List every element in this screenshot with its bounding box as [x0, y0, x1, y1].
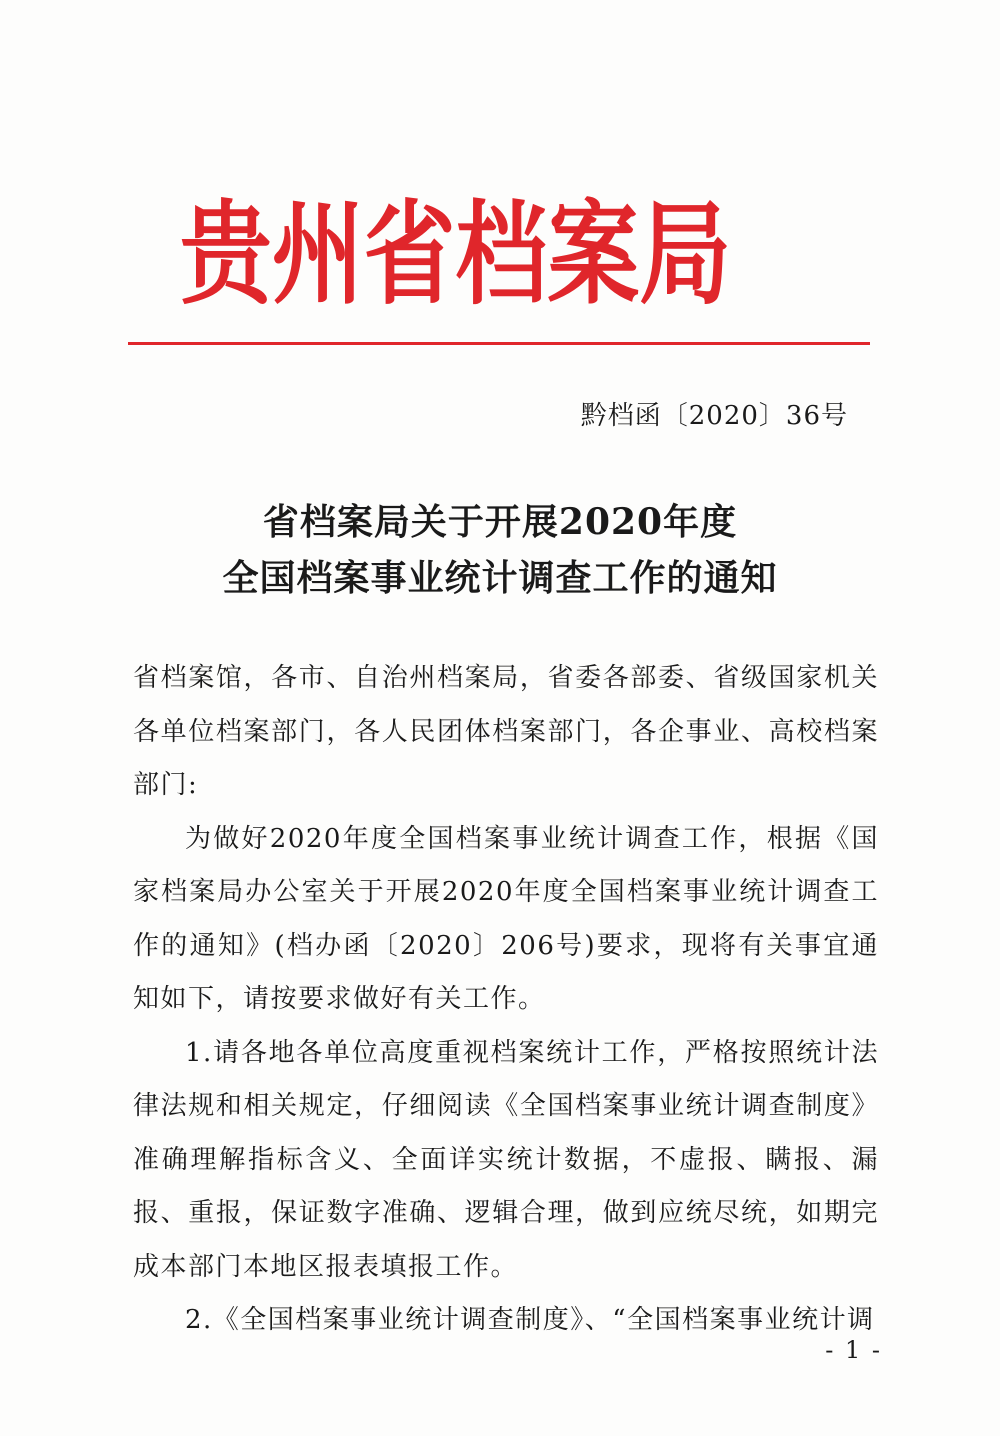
body-paragraph: 1.请各地各单位高度重视档案统计工作，严格按照统计法律法规和相关规定，仔细阅读《全国档案事业统计调查制度》准确理解指标含义、全面详实统计数据，不虚报、瞒报、漏报、重报，保证数字准确、逻辑合理，做到应统尽统，如期完成本部门本地区报表填报工作。	[133, 1037, 879, 1282]
masthead-title	[180, 180, 732, 330]
body-paragraph: 2.《全国档案事业统计调查制度》、“全国档案事业统计调	[185, 1305, 875, 1335]
masthead-char: 档	[455, 190, 548, 320]
red-divider-line	[128, 342, 870, 345]
document-number: 黔档函〔2020〕36号	[580, 401, 848, 431]
masthead-char: 州	[271, 190, 364, 320]
document-body	[133, 652, 879, 1348]
title-line-1: 省档案局关于开展2020年度	[262, 501, 738, 543]
document-title	[0, 494, 1000, 606]
body-paragraph: 为做好2020年度全国档案事业统计调查工作，根据《国家档案局办公室关于开展2020年度全国档案事业统计调查工作的通知》(档办函〔2020〕206号)要求，现将有关事宜通知如下，请按要求做好有关工作。	[133, 823, 879, 1014]
page-number: - 1 -	[825, 1336, 882, 1364]
masthead-char: 局	[639, 190, 732, 320]
masthead-char: 案	[547, 190, 640, 320]
masthead-char: 贵	[180, 190, 272, 320]
masthead-char: 省	[363, 190, 456, 320]
title-line-2: 全国档案事业统计调查工作的通知	[222, 557, 778, 599]
addressee: 省档案馆，各市、自治州档案局，省委各部委、省级国家机关各单位档案部门，各人民团体档案部门，各企事业、高校档案部门:	[133, 663, 879, 800]
